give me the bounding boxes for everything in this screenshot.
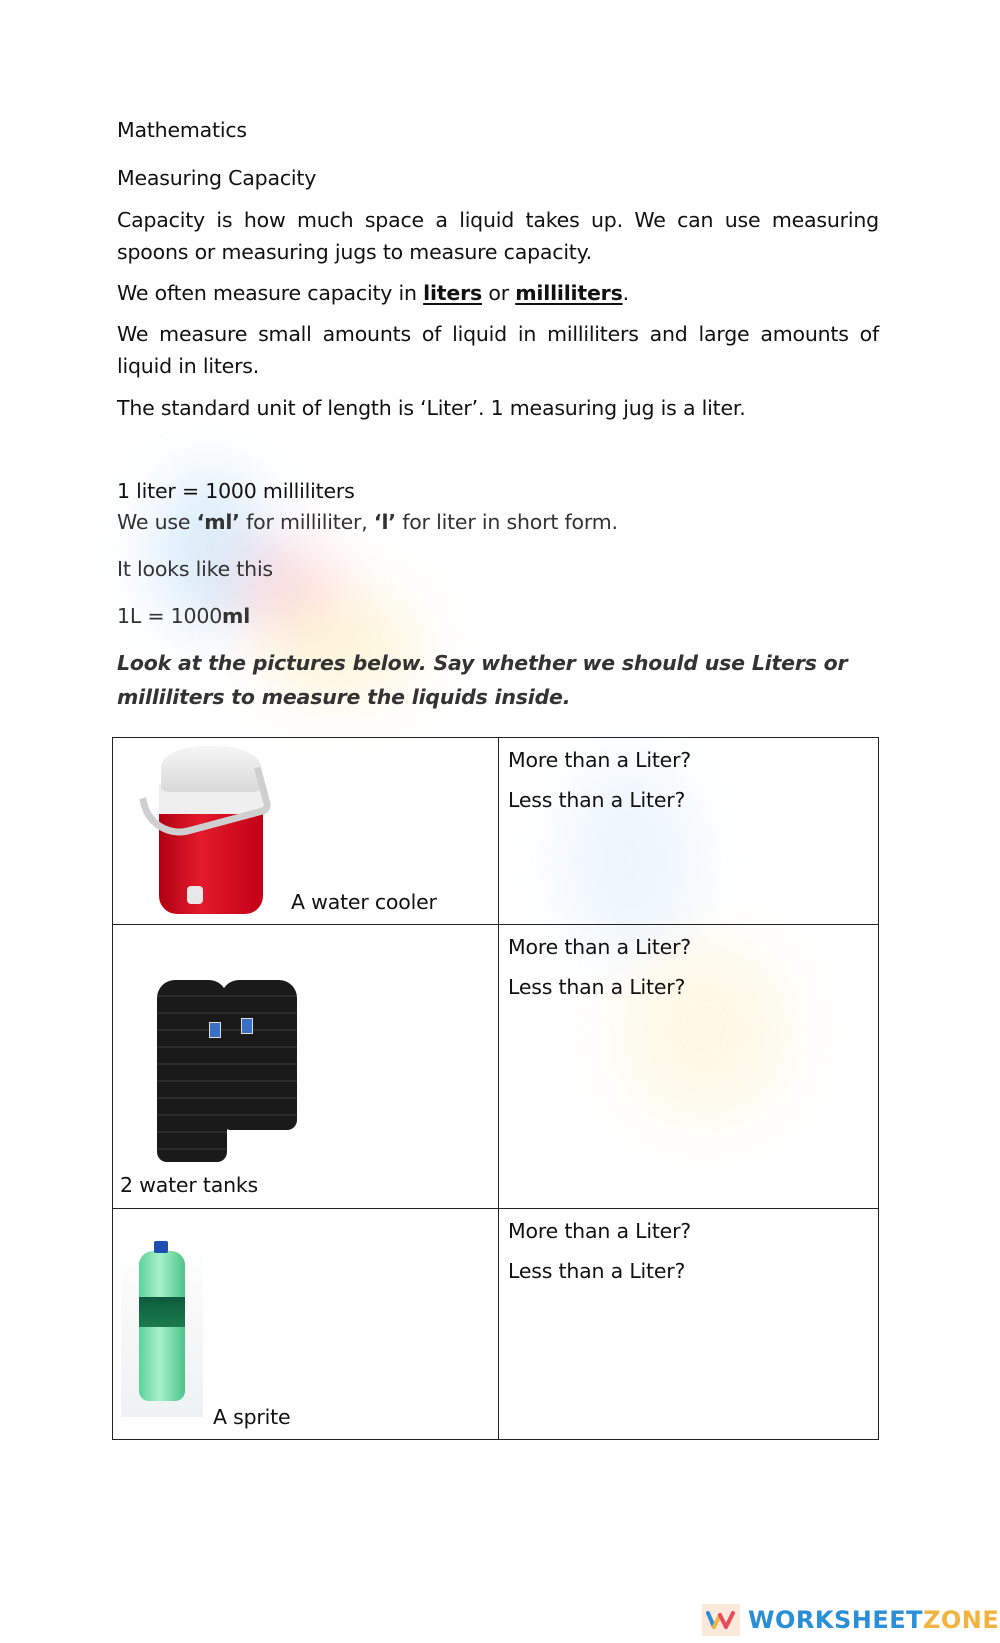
watermark-blob (260, 590, 420, 700)
formula-left: 1L = 1000 (117, 604, 223, 628)
page-title: Measuring Capacity (117, 166, 317, 190)
short-form-ml: ‘ml’ (196, 510, 240, 534)
answer-cell[interactable] (499, 925, 878, 1208)
image-cell (113, 925, 499, 1208)
formula-line (117, 604, 250, 628)
logo-w-icon (702, 1604, 740, 1636)
short-form-line (117, 510, 618, 534)
water-tanks-image (157, 980, 322, 1160)
exercise-table (112, 737, 879, 1440)
item-caption: 2 water tanks (120, 1173, 259, 1197)
worksheetzone-logo[interactable] (702, 1604, 999, 1636)
answer-cell[interactable] (499, 738, 878, 924)
units-middle: or (482, 281, 516, 305)
instruction-line1: Look at the pictures below. Say whether we should use Liters or (117, 651, 848, 675)
short-form-middle: for milliliter, (239, 510, 374, 534)
sprite-bottle-image (121, 1237, 203, 1417)
paragraph-capacity-line1: Capacity is how much space a liquid takes up. We can use measuring (117, 208, 879, 232)
brand-part2: ZONE (922, 1606, 1000, 1634)
option-less-than-liter[interactable]: Less than a Liter? (508, 788, 686, 812)
image-cell (113, 738, 499, 924)
answer-cell[interactable] (499, 1209, 878, 1439)
item-caption: A water cooler (291, 890, 437, 914)
paragraph-units (117, 281, 629, 305)
image-cell (113, 1209, 499, 1439)
table-row (113, 924, 878, 1208)
subject-heading: Mathematics (117, 118, 247, 142)
units-prefix: We often measure capacity in (117, 281, 424, 305)
paragraph-amounts-line2: liquid in liters. (117, 354, 260, 378)
looks-like-line: It looks like this (117, 557, 273, 581)
brand-part1: WORKSHEET (748, 1606, 923, 1634)
paragraph-amounts-line1: We measure small amounts of liquid in milliliters and large amounts of (117, 322, 879, 346)
table-row (113, 1208, 878, 1439)
conversion-line: 1 liter = 1000 milliliters (117, 479, 355, 503)
option-less-than-liter[interactable]: Less than a Liter? (508, 975, 686, 999)
short-form-l: ‘l’ (373, 510, 396, 534)
option-more-than-liter[interactable]: More than a Liter? (508, 748, 691, 772)
units-suffix: . (622, 281, 629, 305)
instruction-line2: milliliters to measure the liquids inside. (117, 685, 571, 709)
paragraph-capacity-line2: spoons or measuring jugs to measure capacity. (117, 240, 592, 264)
option-more-than-liter[interactable]: More than a Liter? (508, 935, 691, 959)
short-form-prefix: We use (117, 510, 197, 534)
logo-text (748, 1606, 999, 1634)
paragraph-standard-unit: The standard unit of length is ‘Liter’. 1 measuring jug is a liter. (117, 396, 746, 420)
option-more-than-liter[interactable]: More than a Liter? (508, 1219, 691, 1243)
formula-unit: ml (222, 604, 251, 628)
water-cooler-image (143, 746, 273, 916)
option-less-than-liter[interactable]: Less than a Liter? (508, 1259, 686, 1283)
item-caption: A sprite (213, 1405, 291, 1429)
short-form-suffix: for liter in short form. (395, 510, 618, 534)
table-row (113, 738, 878, 924)
term-liters: liters (423, 281, 483, 305)
term-milliliters: milliliters (515, 281, 623, 305)
